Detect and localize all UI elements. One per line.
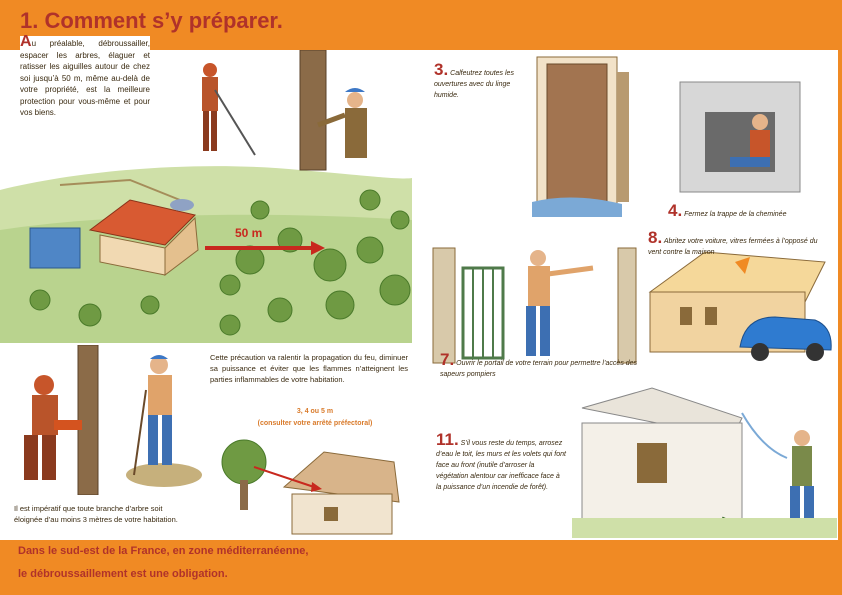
- side-band: [838, 0, 842, 595]
- step-4: [668, 201, 787, 220]
- chimney-scene: [650, 52, 838, 212]
- step-8-text: Abritez votre voiture, vitres fermées à l’opposé du vent contre la maison: [648, 238, 818, 256]
- watering-illustration: [572, 378, 837, 538]
- gate-scene: [428, 238, 638, 368]
- distance-label: 50 m: [235, 226, 263, 240]
- chainsaw-scene: [14, 345, 118, 495]
- step-4-number: 4.: [668, 201, 683, 220]
- raking-scene: [124, 345, 204, 495]
- step-7-number: 7.: [440, 350, 455, 369]
- step-8: [648, 228, 818, 258]
- branch-distance: 3, 4 ou 5 m: [296, 408, 334, 415]
- step-3-number: 3.: [434, 60, 449, 79]
- door-illustration: [522, 52, 642, 232]
- mid-paragraph: Cette précaution va ralentir la propagation du feu, diminuer sa puissance et éviter que les flammes n’atteignent les parties inflammables de votre habitation.: [210, 353, 408, 384]
- watering-scene: [572, 378, 837, 538]
- step-7-text: Ouvrir le portail de votre terrain pour permettre l’accès des sapeurs pompiers: [440, 360, 638, 378]
- branch-note: (consulter votre arrêté préfectoral): [257, 420, 373, 427]
- footer-line-1: Dans le sud-est de la France, en zone méditerranéenne,: [18, 545, 309, 557]
- intro-body: u préalable, débroussailler, espacer les arbres, élaguer et ratisser les aiguilles autour de chez soi jusqu’à 50 m, même au-delà de votre propriété, est la meilleure protection pour vous-même et pour vos biens.: [20, 39, 150, 117]
- intro-text: [20, 33, 150, 119]
- gate-illustration: [428, 238, 638, 368]
- chainsaw-illustration: [14, 345, 118, 495]
- step-8-number: 8.: [648, 228, 663, 247]
- step-4-text: Fermez la trappe de la cheminée: [684, 211, 787, 218]
- chimney-illustration: [650, 52, 838, 212]
- page-title: 1. Comment s’y préparer.: [20, 8, 283, 33]
- step-11-text: S’il vous reste du temps, arrosez d’eau le toit, les murs et les volets qui font face au front (inutile d’arroser la végétation alentour car inefficace face à la puissance d’un incendie de forêt).: [436, 440, 566, 491]
- door-scene: [522, 52, 642, 232]
- step-3-text: Calfeutrez toutes les ouvertures avec du linge humide.: [434, 70, 514, 99]
- distance-arrow: [205, 238, 325, 258]
- tree-house-illustration: [214, 432, 412, 540]
- step-11: [436, 430, 566, 493]
- footer-line-2: le débroussaillement est une obligation.: [18, 568, 228, 580]
- step-3: [434, 60, 522, 101]
- raking-illustration: [124, 345, 204, 495]
- step-11-number: 11.: [436, 430, 459, 449]
- intro-drop-letter: A: [20, 33, 32, 50]
- branch-paragraph: Il est impératif que toute branche d’arbre soit éloignée d’au moins 3 mètres de votre habitation.: [14, 504, 178, 524]
- step-7: [440, 350, 640, 380]
